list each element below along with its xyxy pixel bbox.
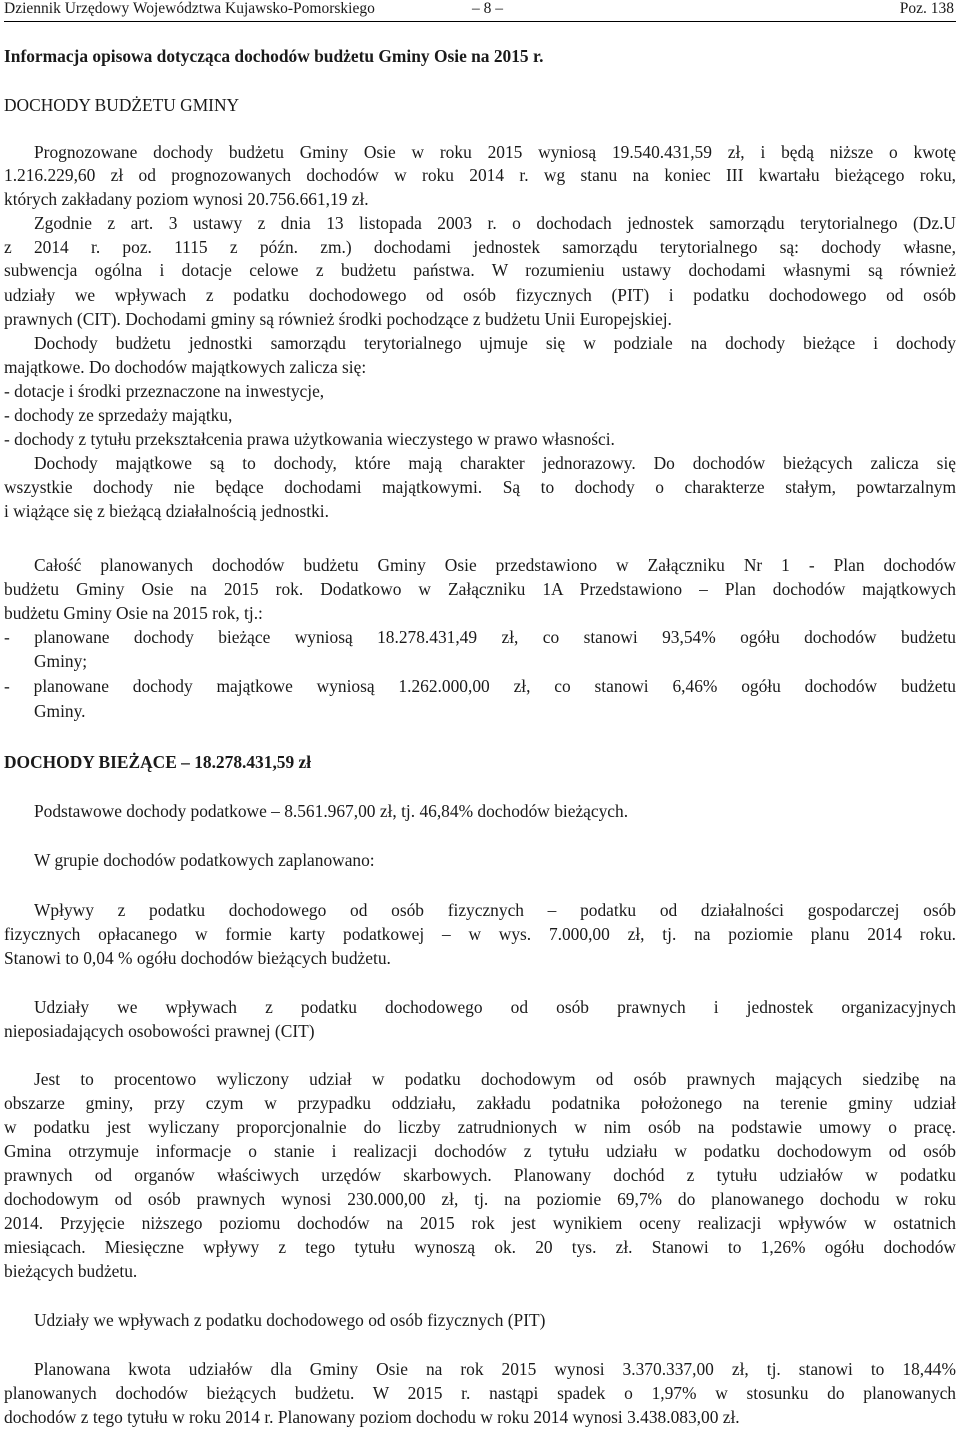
- paragraph-line: Prognozowane dochody budżetu Gminy Osie w roku 2015 wyniosą 19.540.431,59 zł, i będą niższe o kwotę: [34, 142, 956, 162]
- paragraph-line: udziały we wpływach z podatku dochodowego od osób fizycznych (PIT) i podatku dochodowego od osób: [4, 285, 956, 305]
- list-item: - dotacje i środki przeznaczone na inwestycje,: [4, 381, 325, 401]
- paragraph-line: Jest to procentowo wyliczony udział w podatku dochodowym od osób prawnych mających siedzibę na: [34, 1069, 956, 1089]
- paragraph-line: dochodów z tego tytułu w roku 2014 r. Planowany poziom dochodu w roku 2014 wynosi 3.438.083,00 zł.: [4, 1407, 740, 1427]
- section-heading-biezace: DOCHODY BIEŻĄCE – 18.278.431,59 zł: [4, 752, 312, 772]
- paragraph-line: prawnych od organów właściwych urzędów skarbowych. Planowany dochód z tytułu udziałów w podatku: [4, 1165, 956, 1185]
- paragraph-line: 2014. Przyjęcie niższego poziomu dochodów na 2015 rok jest wynikiem oceny realizacji wpływów w ostatnich: [4, 1213, 956, 1233]
- paragraph-line: Całość planowanych dochodów budżetu Gminy Osie przedstawiono w Załączniku Nr 1 - Plan dochodów: [34, 555, 956, 575]
- paragraph-line: Gmina otrzymuje informacje o stanie i realizacji dochodów z tytułu udziału w podatku dochodowym od osób: [4, 1141, 956, 1161]
- paragraph-line: prawnych (CIT). Dochodami gminy są również środki pochodzące z budżetu Unii Europejskiej.: [4, 309, 672, 329]
- paragraph-line: Udziały we wpływach z podatku dochodowego od osób prawnych i jednostek organizacyjnych: [34, 997, 956, 1017]
- list-item: - planowane dochody majątkowe wyniosą 1.262.000,00 zł, co stanowi 6,46% ogółu dochodów budżetu: [4, 676, 956, 696]
- paragraph-line: majątkowe. Do dochodów majątkowych zalicza się:: [4, 357, 367, 377]
- position-number: Poz. 138: [899, 0, 954, 17]
- paragraph-line: dochodowym od osób prawnych wynosi 230.000,00 zł, tj. na poziomie 69,7% do planowanego dochodu w roku: [4, 1189, 956, 1209]
- paragraph-line: budżetu Gminy Osie na 2015 rok. Dodatkowo w Załączniku 1A Przedstawiono – Plan dochodów majątkowych: [4, 579, 956, 599]
- paragraph-line: Dochody majątkowe są to dochody, które mają charakter jednorazowy. Do dochodów bieżących zalicza się: [34, 453, 956, 473]
- document-title: Informacja opisowa dotycząca dochodów budżetu Gminy Osie na 2015 r.: [4, 46, 544, 66]
- paragraph-line: Stanowi to 0,04 % ogółu dochodów bieżących budżetu.: [4, 948, 391, 968]
- list-item-continuation: Gminy;: [34, 651, 88, 671]
- paragraph-line: Wpływy z podatku dochodowego od osób fizycznych – podatku od działalności gospodarczej osób: [34, 900, 956, 920]
- paragraph-line: nieposiadających osobowości prawnej (CIT): [4, 1021, 315, 1041]
- paragraph-line: wszystkie dochody nie będące dochodami majątkowymi. Są to dochody o charakterze stałym, powtarzalnym: [4, 477, 956, 497]
- paragraph-line: z 2014 r. poz. 1115 z późn. zm.) dochodami jednostek samorządu terytorialnego są: dochody własne,: [4, 237, 956, 257]
- paragraph-line: w podatku jest wyliczany proporcjonalnie do liczby zatrudnionych w nim osób na podstawie umowy o pracę.: [4, 1117, 956, 1137]
- paragraph-line: fizycznych opłacanego w formie karty podatkowej – w wys. 7.000,00 zł, tj. na poziomie planu 2014 roku.: [4, 924, 956, 944]
- list-item: - dochody ze sprzedaży majątku,: [4, 405, 233, 425]
- paragraph-line: bieżących budżetu.: [4, 1261, 138, 1281]
- paragraph-line: i wiążące się z bieżącą działalnością jednostki.: [4, 501, 329, 521]
- list-item: - planowane dochody bieżące wyniosą 18.278.431,49 zł, co stanowi 93,54% ogółu dochodów budżetu: [4, 627, 956, 647]
- paragraph-line: Udziały we wpływach z podatku dochodowego od osób fizycznych (PIT): [34, 1310, 546, 1330]
- paragraph-line: Dochody budżetu jednostki samorządu terytorialnego ujmuje się w podziale na dochody bieżące i dochody: [34, 333, 956, 353]
- paragraph-line: planowanych dochodów bieżących budżetu. W 2015 r. nastąpi spadek o 1,97% w stosunku do planowanych: [4, 1383, 956, 1403]
- page-header: [4, 0, 956, 22]
- list-item-continuation: Gminy.: [34, 701, 86, 721]
- paragraph-line: Podstawowe dochody podatkowe – 8.561.967,00 zł, tj. 46,84% dochodów bieżących.: [34, 801, 629, 821]
- page-number: – 8 –: [472, 0, 503, 17]
- paragraph-line: Zgodnie z art. 3 ustawy z dnia 13 listopada 2003 r. o dochodach jednostek samorządu terytorialnego (Dz.U: [34, 213, 956, 233]
- list-item: - dochody z tytułu przekształcenia prawa użytkowania wieczystego w prawo własności.: [4, 429, 615, 449]
- paragraph-line: miesiącach. Miesięczne wpływy z tego tytułu wynoszą ok. 20 tys. zł. Stanowi to 1,26% ogółu dochodów: [4, 1237, 956, 1257]
- journal-title: Dziennik Urzędowy Województwa Kujawsko-Pomorskiego: [4, 0, 375, 17]
- paragraph-line: obszarze gminy, przy czym w przypadku oddziału, zakładu podatnika położonego na terenie gminy udział: [4, 1093, 956, 1113]
- paragraph-line: 1.216.229,60 zł od prognozowanych dochodów w roku 2014 r. wg stanu na koniec III kwartału bieżącego roku,: [4, 165, 956, 185]
- paragraph-line: Planowana kwota udziałów dla Gminy Osie na rok 2015 wynosi 3.370.337,00 zł, tj. stanowi to 18,44%: [34, 1359, 956, 1379]
- paragraph-line: W grupie dochodów podatkowych zaplanowano:: [34, 850, 375, 870]
- paragraph-line: subwencja ogólna i dotacje celowe z budżetu państwa. W rozumieniu ustawy dochodami własnymi są również: [4, 260, 956, 280]
- paragraph-line: budżetu Gminy Osie na 2015 rok, tj.:: [4, 603, 263, 623]
- section-heading-dochody: DOCHODY BUDŻETU GMINY: [4, 95, 240, 115]
- paragraph-line: których zakładany poziom wynosi 20.756.661,19 zł.: [4, 189, 369, 209]
